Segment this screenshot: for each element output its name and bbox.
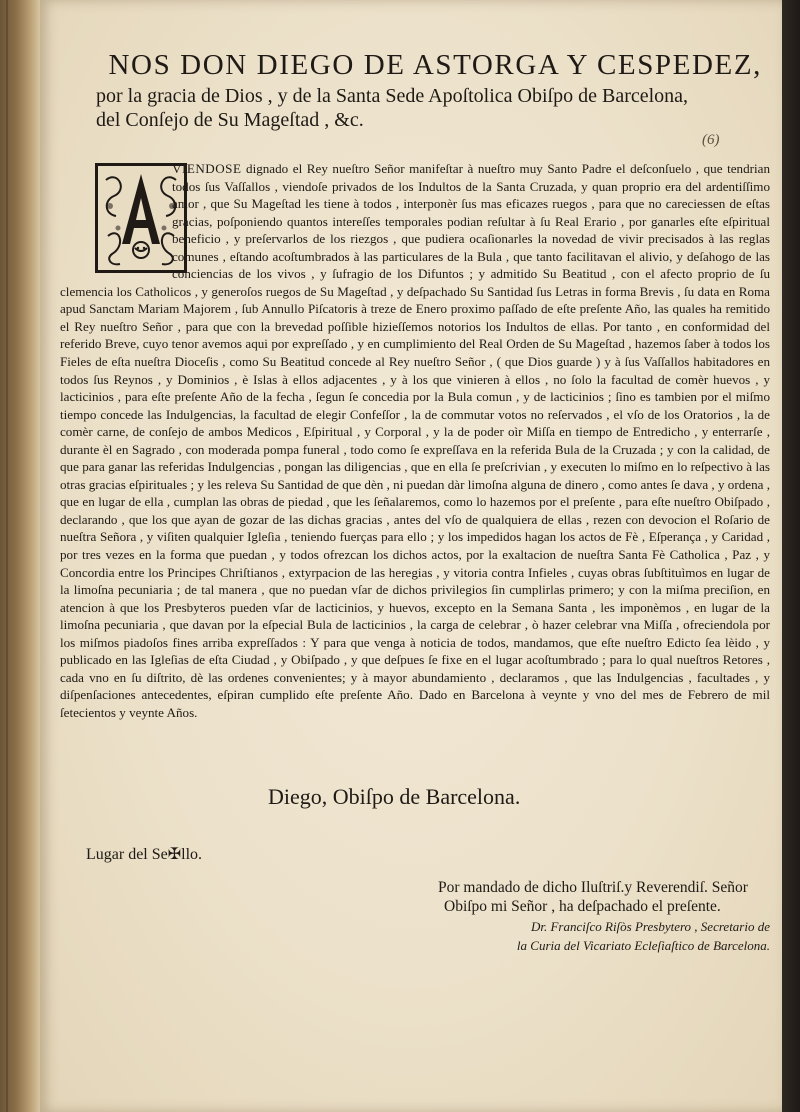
secretary-line2: la Curia del Vicariato Ecleſiaſtico de Barcelona. xyxy=(516,938,770,953)
page-number-mark: (6) xyxy=(702,132,720,148)
secretary-line1: Dr. Franciſco Riſòs Presbytero , Secretario de xyxy=(530,919,770,934)
document-page xyxy=(40,0,782,1112)
secretary-signature xyxy=(420,917,770,955)
bishop-signature: Diego, Obiſpo de Barcelona. xyxy=(268,784,521,809)
document-header xyxy=(66,48,766,132)
seal-placeholder-label: Lugar del Se✠llo. xyxy=(86,846,203,863)
mandate-line1: Por mandado de dicho Iluſtriſ.y Reverendiſ. Señor xyxy=(438,879,748,896)
document-title: NOS DON DIEGO DE ASTORGA Y CESPEDEZ, xyxy=(108,49,762,81)
mandate-line2: Obiſpo mi Señor , ha deſpachado el preſente. xyxy=(444,898,721,915)
document-subtitle-line2: del Conſejo de Su Mageſtad , &c. xyxy=(96,109,364,131)
book-binding-edge xyxy=(0,0,40,1112)
document-subtitle-line1: por la gracia de Dios , y de la Santa Sede Apoſtolica Obiſpo de Barcelona, xyxy=(96,85,689,107)
scan-background-edge xyxy=(782,0,800,1112)
mandate-note xyxy=(438,878,758,916)
edict-body-text xyxy=(60,160,770,722)
body-first-word: VIENDOSE xyxy=(172,161,242,176)
body-paragraph: dignado el Rey nueſtro Señor manifeſtar à nueſtro muy Santo Padre el deſconſuelo , que tendrian todos ſus Vaſſallos , viendoſe privados de los Indultos de la Santa Cruzada, y quan proprio era del ardentiſſimo amor , que Su Mageſtad les tiene à todos , interponèr ſus mas eficazes ruegos , para que no careciessen de eſtas gracias, poſponiendo quantos intereſſes temporales podian reſultar à ſu Real Erario , por ganarles eſte eſpiritual beneficio , y preſervarlos de los riezgos , que pudiera ocaſionarles la novedad de vivir precisados à las reglas comunes , eſtando acoſtumbrados à las particulares de la Bula , que tanto facilitavan el alivio, y deſahogo de las conciencias de los vivos , y ſufragio de los Difuntos ; y admitido Su Beatitud , con el afecto proprio de ſu clemencia los Catholicos , y generoſos ruegos de Su Mageſtad , y deſpachado Su Santidad ſus Letras in forma Brevis , ſu data en Roma apud Sanctam Mariam Majorem , ſub Annullo Piſcatoris à treze de Enero proximo paſſado de eſte preſente Año, las quales ha remitido el Rey nueſtro Señor , para que con la brevedad poſſible hizieſſemos notorios los Indultos de ellas. Por tanto , en conformidad del referido Breve, cuyo tenor avemos aqui por expreſſado , y en cumplimiento del Real Orden de Su Mageſtad , hazemos ſaber à todos los Fieles de eſta nueſtra Dioceſis , como Su Beatitud concede al Rey nueſtro Señor , ( que Dios guarde ) y à ſus Vaſſallos habitadores en todos ſus Reynos , y Dominios , è Islas à ellos adjacentes , y à los que vinieren à ellos , no ſolo la facultad de comèr huevos , y lacticinios , para eſte preſente Año de la fecha , ſegun ſe concedia por la Bula comun , y de lacticinios ; ſino es tambien por el miſmo tiempo concede las Indulgencias, la facultad de elegir Confeſſor , la de commutar votos no reſervados , el vſo de los Oratorios , la de comèr carne, de conſejo de ambos Medicos , Eſpiritual , y Corporal , y la de poder oìr Miſſa en tiempo de Entredicho , y enterrarſe , durante èl en Sagrado , con moderada pompa funeral , todo como ſe expreſſava en la referida Bula de la Cruzada ; y con la calidad, de que para ganar las referidas Indulgencias , pongan las diligencias , que en ella ſe preſcrivian , y executen lo miſmo en lo reſpectivo à las otras gracias eſpirituales ; y les releva Su Santidad de que dèn , ni puedan dàr limoſna alguna de dinero , como antes ſe dava , y ordena , que en lugar de ella , cumplan las obras de piedad , que les ſeñalaremos, como lo hazemos por el preſente , para eſte nueſtro Obiſpado , declarando , que los que ayan de gozar de las dichas gracias , antes del vſo de qualquiera de ellas , rezen con devocion el Roſario de nueſtra Señora , y viſiten qualquier Igleſia , teniendo fuerças para ello ; y los impedidos hagan los actos de Fè , Eſperança , y Caridad , por tres vezes en la forma que puedan , y todos ofrezcan los dichos actos, por la exaltacion de nueſtra Santa Fè Catholica , Paz , y Concordia entre los Principes Chriſtianos , extyrpacion de las heregias , y vitoria contra Infieles , cuyas obras ſubſtituìmos en lugar de la limoſna pecuniaria ; de tal manera , que no puedan vſar de dichos privilegios ſin cumplirlas primero; y con la miſma preciſion, en atencion à que los Presbyteros pueden vſar de lacticinios, y huevos, excepto en la Semana Santa , les imponèmos , en lugar de la limoſna pecuniaria , que davan por la eſpecial Bula de lacticinios , la carga de celebrar , ò hazer celebrar vna Miſſa , ofreciendola por los miſmos piadoſos fines arriba expreſſados : Y para que venga à noticia de todos, mandamos, que eſte nueſtro Edicto ſea lèido , y publicado en las Igleſias de eſta Ciudad , y Obiſpado , y que deſpues ſe fixe en el lugar acoſtumbrado ; para lo qual nueſtros Retores , cada vno en ſu diſtrito, dè las ordenes convenientes; y à mayor abundamiento , declaramos , que las Indulgencias , facultades , y diſpenſaciones antecedentes, eſpiran cumplido eſte preſente Año. Dado en Barcelona à veynte y vno del mes de Febrero de mil ſetecientos y veynte Años. xyxy=(60,161,770,720)
